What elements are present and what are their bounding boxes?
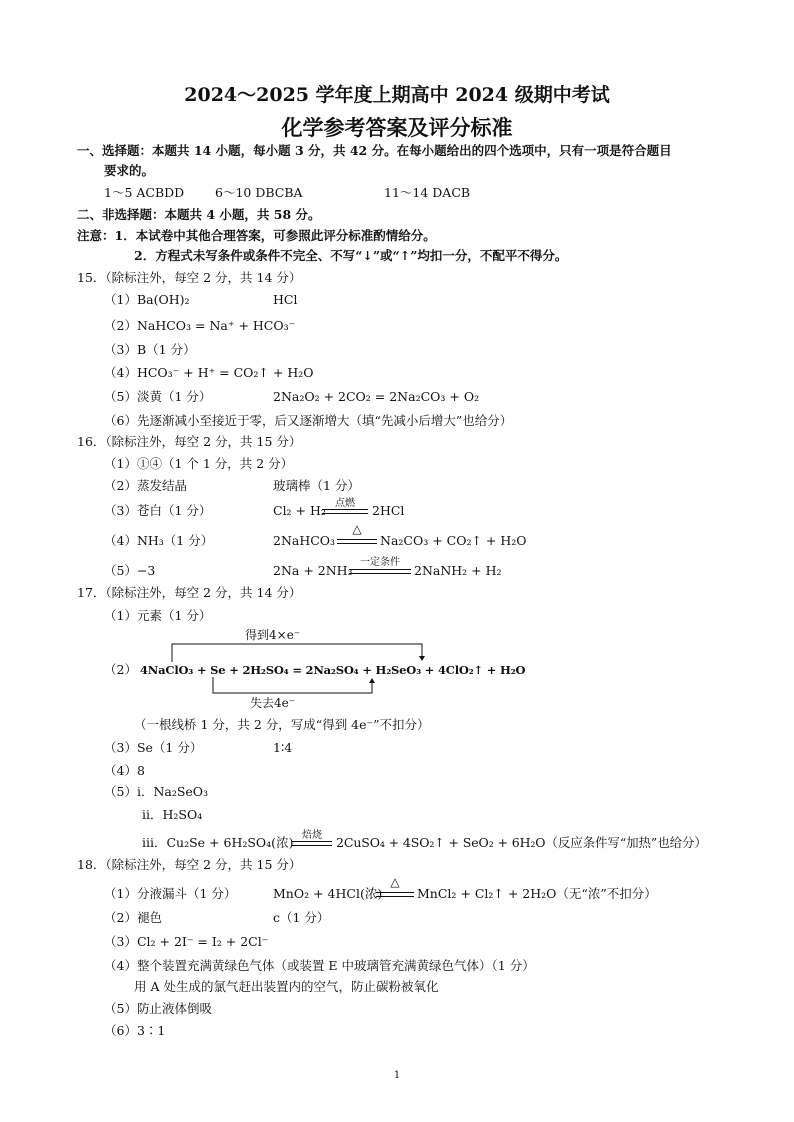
note-2: 2．方程式未写条件或条件不完全、不写“↓”或“↑”均扣一分，不配平不得分。: [134, 248, 568, 263]
electron-loss-label: 失去4e⁻: [250, 696, 296, 710]
page-title: 2024～2025 学年度上期高中 2024 级期中考试: [184, 84, 610, 106]
q18-answer-5: （5）防止液体倒吸: [104, 1001, 212, 1016]
q18-answer-6: （6）3∶1: [104, 1023, 166, 1038]
note-1: 注意：1．本试卷中其他合理答案，可参照此评分标准酌情给分。: [77, 228, 436, 243]
q18-answer-2b: c（1 分）: [273, 910, 330, 925]
page-subtitle: 化学参考答案及评分标准: [281, 115, 513, 140]
q17-answer-5i: （5）ⅰ．Na₂SeO₃: [104, 784, 209, 799]
q16-answer-3a: （3）苍白（1 分）: [104, 503, 212, 518]
q16-eq5-left: 2Na + 2NH₃: [273, 563, 353, 578]
q16-eq3-condition: 点燃: [335, 498, 355, 509]
q15-answer-4: （4）HCO₃⁻ + H⁺ = CO₂↑ + H₂O: [104, 365, 314, 380]
choice-answers-1: 1～5 ACBDD: [104, 185, 185, 200]
electron-gain-label: 得到4×e⁻: [245, 628, 301, 642]
q18-answer-3: （3）Cl₂ + 2I⁻ = I₂ + 2Cl⁻: [104, 934, 269, 949]
choice-answers-3: 11～14 DACB: [384, 185, 471, 200]
q15-answer-5a: （5）淡黄（1 分）: [104, 389, 212, 404]
q16-answer-4a: （4）NH₃（1 分）: [104, 533, 214, 548]
q16-answer-2a: （2）蒸发结晶: [104, 478, 187, 493]
q15-answer-1a: （1）Ba(OH)₂: [104, 292, 190, 307]
q17-answer-4: （4）8: [104, 763, 145, 778]
q16-eq4-right: Na₂CO₃ + CO₂↑ + H₂O: [380, 533, 527, 548]
q16-answer-2b: 玻璃棒（1 分）: [273, 478, 360, 493]
q17-eq5iii-condition: 焙烧: [302, 830, 322, 841]
q16-eq4-left: 2NaHCO₃: [273, 533, 336, 548]
q17-answer-3a: （3）Se（1 分）: [104, 740, 203, 755]
q17-eq5iii-right: 2CuSO₄ + 4SO₂↑ + SeO₂ + 6H₂O（反应条件写“加热”也给分）: [336, 835, 707, 850]
q17-eq5iii-left: ⅲ．Cu₂Se + 6H₂SO₄(浓): [142, 835, 294, 850]
q15-answer-1b: HCl: [273, 292, 298, 307]
q18-answer-1a: （1）分液漏斗（1 分）: [104, 886, 237, 901]
q15-answer-6: （6）先逐渐减小至接近于零，后又逐渐增大（填“先减小后增大”也给分）: [104, 413, 513, 428]
q18-answer-2a: （2）褪色: [104, 910, 162, 925]
q18-eq1-left: MnO₂ + 4HCl(浓): [273, 886, 383, 901]
q16-eq5-condition: 一定条件: [360, 557, 400, 568]
q17-answer-2-note: （一根线桥 1 分，共 2 分，写成“得到 4e⁻”不扣分）: [134, 717, 430, 732]
q15-answer-5b: 2Na₂O₂ + 2CO₂ = 2Na₂CO₃ + O₂: [273, 389, 480, 404]
q15-answer-3: （3）B（1 分）: [104, 342, 196, 357]
q17-heading: 17．（除标注外，每空 2 分，共 14 分）: [77, 585, 302, 600]
q18-eq1-sign: [376, 892, 414, 897]
q16-eq4-condition: △: [352, 522, 362, 536]
part1-heading: 一、选择题：本题共 14 小题，每小题 3 分，共 42 分。在每小题给出的四个选项中，只有一项是符合题目: [77, 143, 672, 158]
q16-eq5-right: 2NaNH₂ + H₂: [414, 563, 502, 578]
page-number: 1: [393, 1070, 401, 1081]
q16-answer-1: （1）①④（1 个 1 分，共 2 分）: [104, 456, 294, 471]
q17-answer-3b: 1∶4: [273, 740, 293, 755]
q17-answer-1: （1）元素（1 分）: [104, 608, 212, 623]
q15-heading: 15．（除标注外，每空 2 分，共 14 分）: [77, 270, 302, 285]
part2-heading: 二、非选择题：本题共 4 小题，共 58 分。: [77, 207, 321, 222]
choice-answers-2: 6～10 DBCBA: [215, 185, 303, 200]
q16-heading: 16．（除标注外，每空 2 分，共 15 分）: [77, 434, 302, 449]
q18-answer-4b: 用 A 处生成的氯气赶出装置内的空气，防止碳粉被氧化: [134, 979, 439, 994]
q16-eq3-right: 2HCl: [372, 503, 405, 518]
q17-eq5iii-sign: [292, 841, 332, 846]
q15-answer-2: （2）NaHCO₃ = Na⁺ + HCO₃⁻: [104, 318, 296, 333]
q17-answer-5ii: ⅱ．H₂SO₄: [142, 807, 203, 822]
q18-eq1-right: MnCl₂ + Cl₂↑ + 2H₂O（无“浓”不扣分）: [417, 886, 657, 901]
q18-heading: 18．（除标注外，每空 2 分，共 15 分）: [77, 857, 302, 872]
part1-heading-cont: 要求的。: [104, 163, 155, 178]
q16-answer-5a: （5）−3: [104, 563, 156, 578]
redox-equation: 4NaClO₃ + Se + 2H₂SO₄ = 2Na₂SO₄ + H₂SeO₃ + 4ClO₂↑ + H₂O: [140, 663, 526, 677]
q18-answer-4a: （4）整个装置充满黄绿色气体（或装置 E 中玻璃管充满黄绿色气体）（1 分）: [104, 958, 535, 973]
q17-answer-2-prefix: （2）: [104, 662, 137, 677]
q16-eq3-left: Cl₂ + H₂: [273, 503, 326, 518]
q18-eq1-condition: △: [390, 875, 400, 889]
